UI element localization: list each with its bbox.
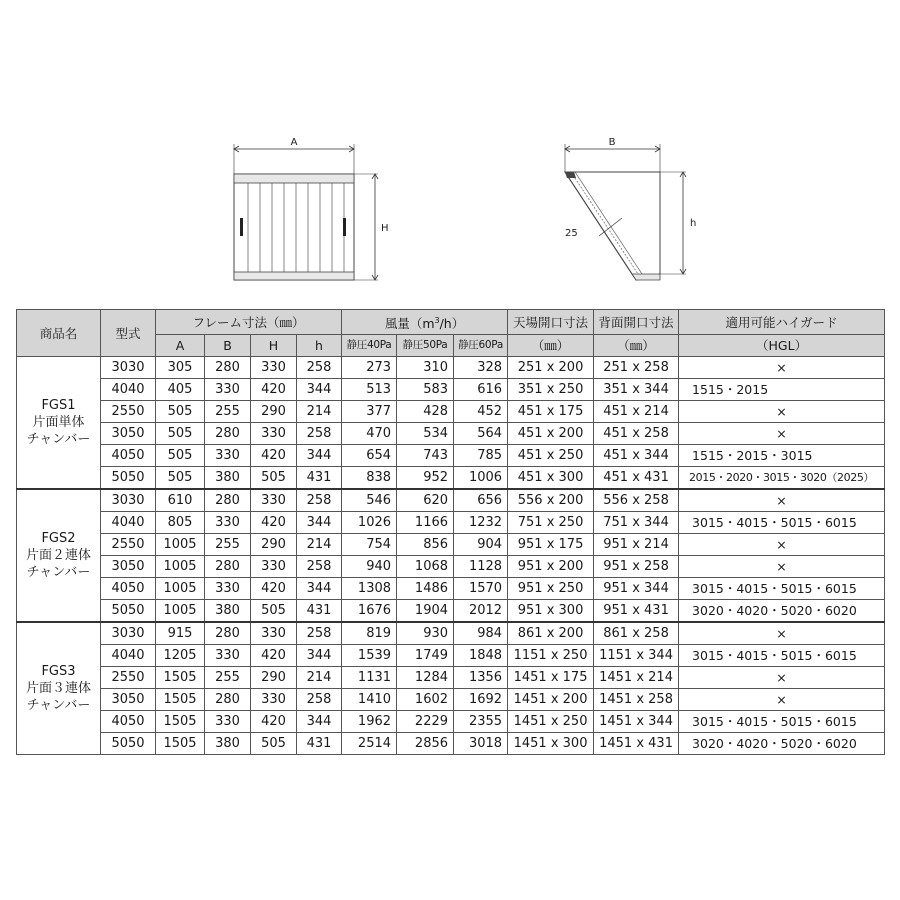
frame-b-cell: 330: [205, 711, 251, 733]
back-opening-cell: 351 x 344: [594, 379, 679, 401]
front-view-diagram: [200, 128, 420, 298]
frame-lower-h-cell: 258: [297, 357, 342, 379]
frame-b-cell: 330: [205, 645, 251, 667]
table-row: [17, 645, 885, 667]
product-name-line: チャンバー: [26, 698, 91, 714]
frame-a-cell: 1005: [156, 534, 205, 556]
frame-lower-h-cell: 344: [297, 578, 342, 600]
back-unit: （㎜）: [594, 335, 679, 357]
frame-lower-h-cell: 431: [297, 600, 342, 623]
airflow-40pa-cell: 273: [342, 357, 397, 379]
frame-h-cell: 330: [251, 357, 297, 379]
airflow-40pa-cell: 940: [342, 556, 397, 578]
ceiling-opening-cell: 951 x 300: [508, 600, 594, 623]
frame-lower-h-cell: 344: [297, 379, 342, 401]
airflow-40pa-cell: 838: [342, 467, 397, 490]
table-row: [17, 445, 885, 467]
hgl-cell: ×: [679, 401, 885, 423]
back-opening-header: 背面開口寸法: [594, 310, 679, 335]
frame-lower-h-cell: 214: [297, 667, 342, 689]
airflow-60pa-cell: 1128: [454, 556, 508, 578]
airflow-40pa-cell: 819: [342, 622, 397, 645]
airflow-col-50pa: 静圧50Pa: [397, 335, 454, 357]
airflow-60pa-cell: 656: [454, 489, 508, 512]
model-header: 型式: [101, 310, 156, 357]
airflow-50pa-cell: 1166: [397, 512, 454, 534]
frame-a-cell: 1505: [156, 711, 205, 733]
product-name-cell: [17, 357, 101, 490]
airflow-40pa-cell: 754: [342, 534, 397, 556]
ceiling-opening-cell: 1451 x 200: [508, 689, 594, 711]
hgl-cell: 3015・4015・5015・6015: [679, 645, 885, 667]
model-cell: 4050: [101, 711, 156, 733]
frame-col-lower-h: h: [297, 335, 342, 357]
airflow-50pa-cell: 930: [397, 622, 454, 645]
spec-table: [16, 309, 885, 755]
airflow-col-60pa: 静圧60Pa: [454, 335, 508, 357]
hgl-cell: 1515・2015・3015: [679, 445, 885, 467]
airflow-40pa-cell: 1539: [342, 645, 397, 667]
back-opening-cell: 951 x 258: [594, 556, 679, 578]
product-name-line: 片面単体: [32, 415, 85, 431]
frame-b-cell: 330: [205, 512, 251, 534]
table-row: [17, 556, 885, 578]
airflow-60pa-cell: 984: [454, 622, 508, 645]
frame-b-cell: 330: [205, 578, 251, 600]
frame-lower-h-cell: 344: [297, 512, 342, 534]
hgl-cell: 1515・2015: [679, 379, 885, 401]
table-header: [17, 310, 885, 357]
airflow-header: [342, 310, 508, 335]
model-cell: 4050: [101, 445, 156, 467]
frame-lower-h-cell: 214: [297, 401, 342, 423]
airflow-60pa-cell: 3018: [454, 733, 508, 755]
frame-h-cell: 330: [251, 556, 297, 578]
airflow-60pa-cell: 1848: [454, 645, 508, 667]
frame-b-cell: 380: [205, 733, 251, 755]
hgl-header: 適用可能ハイガード: [679, 310, 885, 335]
frame-b-cell: 380: [205, 467, 251, 490]
back-opening-cell: 751 x 344: [594, 512, 679, 534]
table-row: [17, 379, 885, 401]
ceiling-opening-cell: 861 x 200: [508, 622, 594, 645]
airflow-50pa-cell: 1602: [397, 689, 454, 711]
frame-a-cell: 1005: [156, 556, 205, 578]
hgl-cell: 2015・2020・3015・3020（2025）: [679, 467, 885, 490]
airflow-40pa-cell: 2514: [342, 733, 397, 755]
back-opening-cell: 951 x 431: [594, 600, 679, 623]
hgl-cell: ×: [679, 556, 885, 578]
airflow-60pa-cell: 785: [454, 445, 508, 467]
airflow-40pa-cell: 1308: [342, 578, 397, 600]
model-cell: 3030: [101, 357, 156, 379]
ceiling-opening-cell: 1451 x 300: [508, 733, 594, 755]
hgl-cell: ×: [679, 489, 885, 512]
dimension-b-label: B: [608, 137, 616, 148]
back-opening-cell: 1451 x 258: [594, 689, 679, 711]
airflow-50pa-cell: 428: [397, 401, 454, 423]
frame-a-cell: 305: [156, 357, 205, 379]
table-row: [17, 667, 885, 689]
table-row: [17, 711, 885, 733]
airflow-50pa-cell: 620: [397, 489, 454, 512]
frame-h-cell: 330: [251, 489, 297, 512]
frame-lower-h-cell: 258: [297, 423, 342, 445]
product-name-line: チャンバー: [26, 432, 91, 448]
frame-lower-h-cell: 258: [297, 489, 342, 512]
frame-b-cell: 255: [205, 401, 251, 423]
frame-a-cell: 1005: [156, 578, 205, 600]
frame-b-cell: 280: [205, 689, 251, 711]
airflow-40pa-cell: 377: [342, 401, 397, 423]
product-name-line: FGS2: [41, 531, 76, 547]
frame-b-cell: 280: [205, 622, 251, 645]
frame-b-cell: 330: [205, 445, 251, 467]
product-name-line: チャンバー: [26, 565, 91, 581]
ceiling-opening-cell: 951 x 175: [508, 534, 594, 556]
back-opening-cell: 451 x 214: [594, 401, 679, 423]
frame-lower-h-cell: 258: [297, 689, 342, 711]
airflow-40pa-cell: 470: [342, 423, 397, 445]
frame-h-cell: 290: [251, 401, 297, 423]
product-name-line: FGS3: [41, 664, 76, 680]
airflow-40pa-cell: 654: [342, 445, 397, 467]
frame-h-cell: 290: [251, 667, 297, 689]
ceiling-opening-cell: 351 x 250: [508, 379, 594, 401]
frame-h-cell: 290: [251, 534, 297, 556]
table-row: [17, 512, 885, 534]
back-opening-cell: 1451 x 214: [594, 667, 679, 689]
airflow-60pa-cell: 2012: [454, 600, 508, 623]
airflow-header-sup: 3: [434, 316, 440, 325]
frame-a-cell: 610: [156, 489, 205, 512]
frame-b-cell: 380: [205, 600, 251, 623]
ceiling-opening-cell: 451 x 250: [508, 445, 594, 467]
frame-lower-h-cell: 258: [297, 622, 342, 645]
frame-b-cell: 255: [205, 667, 251, 689]
model-cell: 2550: [101, 667, 156, 689]
hgl-cell: ×: [679, 689, 885, 711]
frame-a-cell: 1505: [156, 689, 205, 711]
airflow-50pa-cell: 583: [397, 379, 454, 401]
airflow-50pa-cell: 534: [397, 423, 454, 445]
frame-b-cell: 255: [205, 534, 251, 556]
frame-h-cell: 420: [251, 578, 297, 600]
back-opening-cell: 451 x 258: [594, 423, 679, 445]
table-row: [17, 578, 885, 600]
frame-lower-h-cell: 344: [297, 711, 342, 733]
product-name-cell: [17, 489, 101, 622]
frame-h-cell: 505: [251, 600, 297, 623]
ceiling-opening-cell: 251 x 200: [508, 357, 594, 379]
airflow-60pa-cell: 1692: [454, 689, 508, 711]
airflow-col-40pa: 静圧40Pa: [342, 335, 397, 357]
model-cell: 3030: [101, 489, 156, 512]
model-cell: 2550: [101, 534, 156, 556]
airflow-40pa-cell: 1676: [342, 600, 397, 623]
table-row: [17, 534, 885, 556]
hgl-cell: 3015・4015・5015・6015: [679, 711, 885, 733]
airflow-50pa-cell: 743: [397, 445, 454, 467]
frame-a-cell: 505: [156, 401, 205, 423]
airflow-40pa-cell: 513: [342, 379, 397, 401]
airflow-60pa-cell: 616: [454, 379, 508, 401]
airflow-40pa-cell: 1026: [342, 512, 397, 534]
ceiling-opening-cell: 951 x 200: [508, 556, 594, 578]
airflow-60pa-cell: 452: [454, 401, 508, 423]
frame-col-h: H: [251, 335, 297, 357]
table-row: [17, 357, 885, 379]
model-cell: 3050: [101, 556, 156, 578]
frame-b-cell: 280: [205, 357, 251, 379]
frame-a-cell: 505: [156, 467, 205, 490]
frame-lower-h-cell: 431: [297, 467, 342, 490]
airflow-50pa-cell: 310: [397, 357, 454, 379]
frame-a-cell: 405: [156, 379, 205, 401]
airflow-60pa-cell: 1356: [454, 667, 508, 689]
frame-lower-h-cell: 344: [297, 645, 342, 667]
frame-h-cell: 330: [251, 689, 297, 711]
table-row: [17, 467, 885, 490]
hgl-cell: ×: [679, 622, 885, 645]
ceiling-opening-cell: 451 x 175: [508, 401, 594, 423]
frame-lower-h-cell: 214: [297, 534, 342, 556]
frame-a-cell: 1205: [156, 645, 205, 667]
back-opening-cell: 1451 x 431: [594, 733, 679, 755]
frame-a-cell: 505: [156, 445, 205, 467]
airflow-60pa-cell: 328: [454, 357, 508, 379]
airflow-40pa-cell: 1131: [342, 667, 397, 689]
model-cell: 4050: [101, 578, 156, 600]
dimension-a-label: A: [290, 137, 298, 148]
back-opening-cell: 451 x 344: [594, 445, 679, 467]
table-row: [17, 423, 885, 445]
frame-size-header: フレーム寸法（㎜）: [156, 310, 342, 335]
frame-b-cell: 280: [205, 556, 251, 578]
model-cell: 5050: [101, 467, 156, 490]
hgl-cell: ×: [679, 534, 885, 556]
model-cell: 3030: [101, 622, 156, 645]
back-opening-cell: 951 x 214: [594, 534, 679, 556]
frame-b-cell: 280: [205, 489, 251, 512]
ceiling-opening-cell: 1451 x 250: [508, 711, 594, 733]
dimension-h-label: H: [381, 223, 389, 234]
frame-h-cell: 330: [251, 622, 297, 645]
model-cell: 3050: [101, 689, 156, 711]
side-view-diagram: [540, 128, 720, 298]
ceiling-opening-cell: 751 x 250: [508, 512, 594, 534]
ceiling-opening-cell: 1451 x 175: [508, 667, 594, 689]
airflow-60pa-cell: 1232: [454, 512, 508, 534]
table-body: [17, 357, 885, 755]
back-opening-cell: 451 x 431: [594, 467, 679, 490]
airflow-60pa-cell: 564: [454, 423, 508, 445]
product-name-line: 片面２連体: [25, 548, 91, 564]
back-opening-cell: 251 x 258: [594, 357, 679, 379]
model-cell: 2550: [101, 401, 156, 423]
back-opening-cell: 951 x 344: [594, 578, 679, 600]
frame-h-cell: 330: [251, 423, 297, 445]
table-row: [17, 600, 885, 623]
model-cell: 5050: [101, 733, 156, 755]
hgl-cell: 3020・4020・5020・6020: [679, 600, 885, 623]
hgl-cell: ×: [679, 423, 885, 445]
airflow-50pa-cell: 1068: [397, 556, 454, 578]
ceiling-opening-header: 天場開口寸法: [508, 310, 594, 335]
ceiling-opening-cell: 951 x 250: [508, 578, 594, 600]
table-row: [17, 401, 885, 423]
airflow-40pa-cell: 1962: [342, 711, 397, 733]
back-opening-cell: 1451 x 344: [594, 711, 679, 733]
ceiling-opening-cell: 451 x 200: [508, 423, 594, 445]
frame-a-cell: 1505: [156, 733, 205, 755]
product-name-line: FGS1: [41, 398, 76, 414]
airflow-50pa-cell: 856: [397, 534, 454, 556]
frame-h-cell: 505: [251, 467, 297, 490]
frame-a-cell: 915: [156, 622, 205, 645]
model-cell: 4040: [101, 645, 156, 667]
airflow-header-prefix: 風量（m: [384, 316, 435, 332]
frame-h-cell: 420: [251, 379, 297, 401]
airflow-60pa-cell: 2355: [454, 711, 508, 733]
airflow-50pa-cell: 1904: [397, 600, 454, 623]
airflow-50pa-cell: 1284: [397, 667, 454, 689]
frame-b-cell: 280: [205, 423, 251, 445]
model-cell: 4040: [101, 379, 156, 401]
frame-col-b: B: [205, 335, 251, 357]
product-name-cell: [17, 622, 101, 755]
frame-a-cell: 1005: [156, 600, 205, 623]
frame-a-cell: 1505: [156, 667, 205, 689]
hgl-sub-header: （HGL）: [679, 335, 885, 357]
frame-a-cell: 805: [156, 512, 205, 534]
frame-h-cell: 420: [251, 645, 297, 667]
hgl-cell: ×: [679, 357, 885, 379]
frame-h-cell: 420: [251, 711, 297, 733]
frame-h-cell: 420: [251, 512, 297, 534]
model-cell: 3050: [101, 423, 156, 445]
airflow-50pa-cell: 2229: [397, 711, 454, 733]
ceiling-opening-cell: 451 x 300: [508, 467, 594, 490]
hgl-cell: 3015・4015・5015・6015: [679, 512, 885, 534]
airflow-50pa-cell: 2856: [397, 733, 454, 755]
frame-b-cell: 330: [205, 379, 251, 401]
hgl-cell: 3015・4015・5015・6015: [679, 578, 885, 600]
model-cell: 5050: [101, 600, 156, 623]
airflow-50pa-cell: 1749: [397, 645, 454, 667]
airflow-60pa-cell: 1006: [454, 467, 508, 490]
frame-lower-h-cell: 344: [297, 445, 342, 467]
airflow-40pa-cell: 1410: [342, 689, 397, 711]
back-opening-cell: 1151 x 344: [594, 645, 679, 667]
table-row: [17, 489, 885, 512]
frame-h-cell: 420: [251, 445, 297, 467]
ceiling-opening-cell: 1151 x 250: [508, 645, 594, 667]
product-name-line: 片面３連体: [25, 681, 91, 697]
ceiling-opening-cell: 556 x 200: [508, 489, 594, 512]
frame-lower-h-cell: 258: [297, 556, 342, 578]
airflow-60pa-cell: 904: [454, 534, 508, 556]
table-row: [17, 689, 885, 711]
airflow-50pa-cell: 952: [397, 467, 454, 490]
table-row: [17, 733, 885, 755]
frame-lower-h-cell: 431: [297, 733, 342, 755]
back-opening-cell: 861 x 258: [594, 622, 679, 645]
model-cell: 4040: [101, 512, 156, 534]
airflow-50pa-cell: 1486: [397, 578, 454, 600]
dimension-lower-h-label: h: [690, 218, 697, 229]
back-opening-cell: 556 x 258: [594, 489, 679, 512]
hgl-cell: ×: [679, 667, 885, 689]
table-row: [17, 622, 885, 645]
frame-a-cell: 505: [156, 423, 205, 445]
frame-col-a: A: [156, 335, 205, 357]
frame-h-cell: 505: [251, 733, 297, 755]
airflow-40pa-cell: 546: [342, 489, 397, 512]
hgl-cell: 3020・4020・5020・6020: [679, 733, 885, 755]
airflow-60pa-cell: 1570: [454, 578, 508, 600]
product-name-header: 商品名: [17, 310, 101, 357]
ceiling-unit: （㎜）: [508, 335, 594, 357]
angle-25-label: 25: [565, 228, 578, 239]
airflow-header-suffix: /h）: [439, 316, 465, 332]
